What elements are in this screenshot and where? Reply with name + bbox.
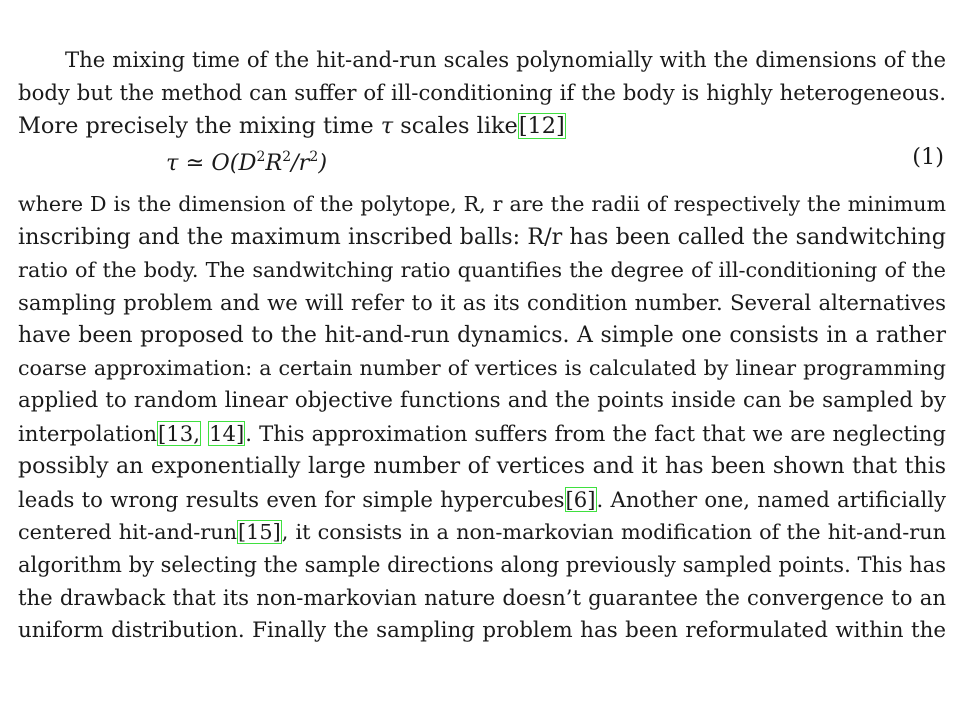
equation-1 xyxy=(18,142,946,188)
citation-link-13[interactable]: [13, xyxy=(158,420,200,446)
text-span: More precisely the mixing time xyxy=(18,112,374,139)
eq-exponent: 2 xyxy=(282,149,292,166)
paragraph-2-line-4: sampling problem and we will refer to it as its condition number. Several alternatives xyxy=(18,289,946,315)
eq-exponent: 2 xyxy=(309,149,319,166)
citation-link-15[interactable]: [15] xyxy=(238,520,281,545)
eq-part: τ ≃ O(D xyxy=(166,150,257,177)
paper-page xyxy=(18,44,946,648)
eq-part: /r xyxy=(291,150,310,177)
paragraph-2-line-5: have been proposed to the hit-and-run dynamics. A simple one consists in a rather xyxy=(18,322,946,348)
text-span: interpolation xyxy=(18,420,158,446)
paragraph-2-line-7: applied to random linear objective functions and the points inside can be sampled by xyxy=(18,388,946,414)
citation-link-6[interactable]: [6] xyxy=(565,486,596,512)
math-tau: τ xyxy=(380,112,394,139)
paragraph-2-line-12: algorithm by selecting the sample directions along previously sampled points. This has xyxy=(18,553,946,578)
paragraph-1-line-2: body but the method can suffer of ill-conditioning if the body is highly heterogeneous. xyxy=(18,79,946,105)
eq-part: ) xyxy=(318,150,328,177)
eq-exponent: 2 xyxy=(256,149,266,166)
paragraph-2-line-11 xyxy=(18,516,946,549)
paragraph-2-line-2: inscribing and the maximum inscribed balls: R/r has been called the sandwitching xyxy=(18,224,946,251)
equation-body xyxy=(166,134,327,186)
text-span: . Another one, named artificially xyxy=(596,486,947,512)
paragraph-2-line-3: ratio of the body. The sandwitching ratio quantifies the degree of ill-conditioning of the xyxy=(18,257,946,282)
citation-link-12[interactable]: [12] xyxy=(518,112,565,139)
text-span: . This approximation suffers from the fact that we are neglecting xyxy=(245,420,946,446)
text-span: centered hit-and-run xyxy=(18,520,238,545)
paragraph-1-line-3 xyxy=(18,110,946,143)
paragraph-2-line-8 xyxy=(18,418,946,451)
paragraph-2-line-10 xyxy=(18,484,946,517)
paragraph-1-line-1: The mixing time of the hit-and-run scales polynomially with the dimensions of the xyxy=(65,47,946,72)
text-span: , it consists in a non-markovian modification of the hit-and-run xyxy=(281,520,946,545)
paragraph-2-line-13: the drawback that its non-markovian nature doesn’t guarantee the convergence to an xyxy=(18,584,946,610)
text-span: leads to wrong results even for simple hypercubes xyxy=(18,486,565,512)
paragraph-2-line-6: coarse approximation: a certain number of vertices is calculated by linear programming xyxy=(18,356,946,381)
citation-link-14[interactable]: 14] xyxy=(209,420,245,446)
paragraph-2-line-14: uniform distribution. Finally the sampling problem has been reformulated within the xyxy=(18,617,946,643)
paragraph-2-line-1: where D is the dimension of the polytope, R, r are the radii of respectively the minimum xyxy=(18,192,946,217)
text-span: scales like xyxy=(400,112,518,139)
equation-number: (1) xyxy=(912,144,944,171)
eq-part: R xyxy=(265,150,283,177)
paragraph-2-line-9: possibly an exponentially large number of vertices and it has been shown that this xyxy=(18,453,946,479)
